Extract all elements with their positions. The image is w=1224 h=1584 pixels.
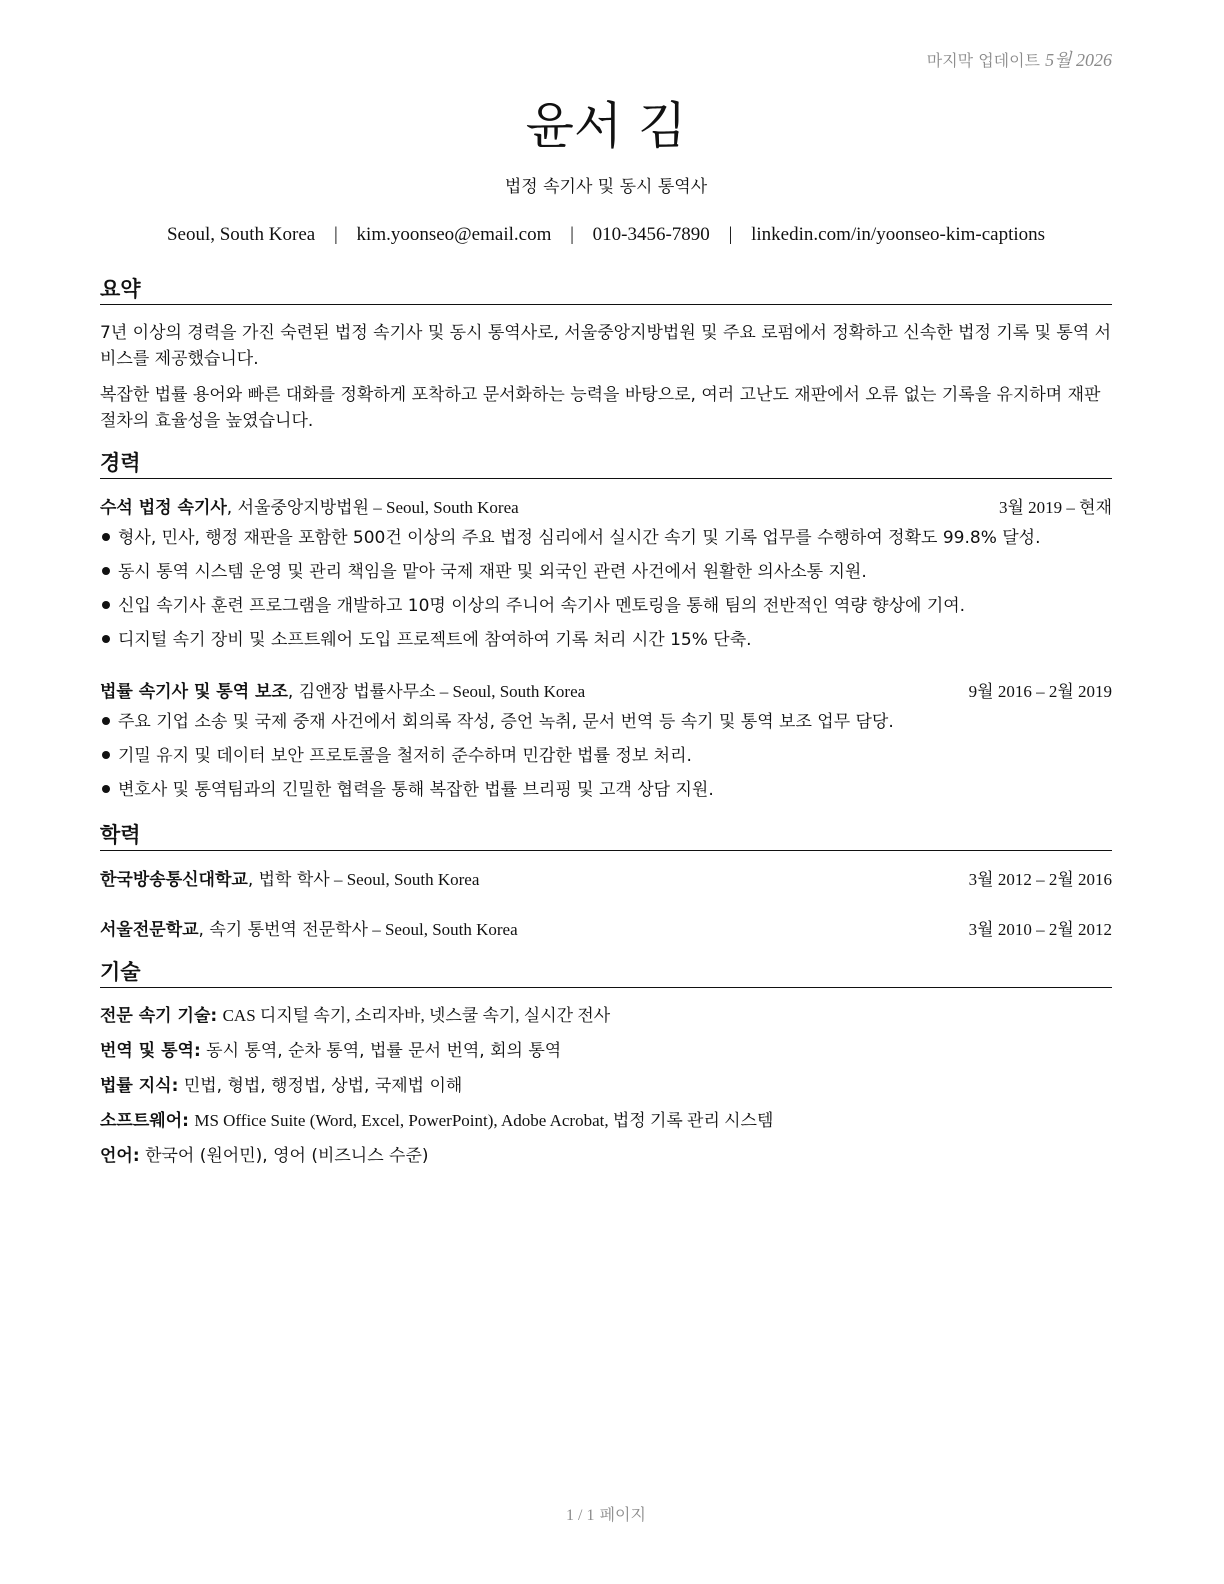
section-title-skills: 기술	[100, 959, 1112, 988]
skill-value: 민법, 형법, 행정법, 상법, 국제법 이해	[183, 1076, 463, 1096]
section-title-education: 학력	[100, 822, 1112, 851]
contact-separator: |	[728, 224, 733, 245]
education-dates: 3월 2010 – 2월 2012	[968, 920, 1112, 939]
contact-linkedin[interactable]: linkedin.com/in/yoonseo-kim-captions	[751, 224, 1046, 245]
bullet-icon	[102, 635, 110, 643]
job-role: 법률 속기사 및 통역 보조	[100, 682, 288, 702]
page-footer	[100, 1502, 1112, 1525]
skill-row	[100, 1144, 1112, 1168]
contact-separator: |	[333, 224, 338, 245]
job-heading: 법률 속기사 및 통역 보조, 김앤장 법률사무소 – Seoul, South Korea 9월 2016 – 2월 2019	[100, 682, 1112, 702]
bullet-icon	[102, 717, 110, 725]
job-heading: 수석 법정 속기사, 서울중앙지방법원 – Seoul, South Korea 3월 2019 – 현재	[100, 498, 1112, 518]
skill-row	[100, 1004, 1112, 1028]
skill-label: 언어:	[100, 1146, 140, 1166]
resume-page	[100, 0, 1112, 1584]
job-bullet: 변호사 및 통역팀과의 긴밀한 협력을 통해 복잡한 법률 브리핑 및 고객 상담 지원.	[100, 778, 1130, 802]
skill-label: 전문 속기 기술:	[100, 1006, 218, 1026]
skill-value: MS Office Suite (Word, Excel, PowerPoint), Adobe Acrobat, 법정 기록 관리 시스템	[194, 1111, 774, 1130]
job-location: Seoul, South Korea	[386, 498, 519, 517]
summary-paragraph: 복잡한 법률 용어와 빠른 대화를 정확하게 포착하고 문서화하는 능력을 바탕으로, 여러 고난도 재판에서 오류 없는 기록을 유지하며 재판 절차의 효율성을 높였습니다.	[100, 385, 1101, 431]
page-label: 페이지	[599, 1505, 646, 1524]
last-updated-date: 5월 2026	[1045, 50, 1112, 70]
contact-email[interactable]: kim.yoonseo@email.com	[356, 224, 552, 245]
job-bullet: 디지털 속기 장비 및 소프트웨어 도입 프로젝트에 참여하여 기록 처리 시간 15% 단축.	[100, 628, 1130, 652]
job-dates: 3월 2019 – 현재	[998, 498, 1112, 517]
job-bullet: 동시 통역 시스템 운영 및 관리 책임을 맡아 국제 재판 및 외국인 관련 사건에서 원활한 의사소통 지원.	[100, 560, 1130, 584]
job-bullet: 주요 기업 소송 및 국제 중재 사건에서 회의록 작성, 증언 녹취, 문서 번역 등 속기 및 통역 보조 업무 담당.	[100, 710, 1130, 734]
summary-paragraph: 7년 이상의 경력을 가진 숙련된 법정 속기사 및 동시 통역사로, 서울중앙지방법원 및 주요 로펌에서 정확하고 신속한 법정 기록 및 통역 서비스를 제공했습니다.	[100, 323, 1112, 369]
degree: 법학 학사	[258, 870, 330, 890]
job-bullet: 기밀 유지 및 데이터 보안 프로토콜을 철저히 준수하며 민감한 법률 정보 처리.	[100, 744, 1130, 768]
education-entry: 서울전문학교, 속기 통번역 전문학사 – Seoul, South Korea 3월 2010 – 2월 2012	[100, 920, 1112, 940]
bullet-icon	[102, 601, 110, 609]
contact-phone[interactable]: 010-3456-7890	[592, 224, 710, 245]
contact-separator: |	[570, 224, 574, 245]
skill-label: 소프트웨어:	[100, 1111, 189, 1131]
candidate-title: 법정 속기사 및 동시 통역사	[504, 177, 708, 197]
skill-row	[100, 1109, 1112, 1133]
candidate-name: 윤서 김	[525, 97, 687, 155]
job-role: 수석 법정 속기사	[100, 498, 227, 518]
last-updated	[927, 46, 1112, 72]
school-name: 한국방송통신대학교	[100, 870, 248, 890]
job-bullet: 신입 속기사 훈련 프로그램을 개발하고 10명 이상의 주니어 속기사 멘토링을 통해 팀의 전반적인 역량 향상에 기여.	[100, 594, 1130, 618]
last-updated-label: 마지막 업데이트	[926, 51, 1041, 70]
job-org: 서울중앙지방법원	[237, 498, 369, 518]
education-dates: 3월 2012 – 2월 2016	[968, 870, 1112, 889]
bullet-icon	[102, 751, 110, 759]
education-entry: 한국방송통신대학교, 법학 학사 – Seoul, South Korea 3월 2012 – 2월 2016	[100, 870, 1112, 890]
school-location: Seoul, South Korea	[346, 870, 480, 889]
job-org: 김앤장 법률사무소	[298, 682, 436, 702]
job-bullet: 형사, 민사, 행정 재판을 포함한 500건 이상의 주요 법정 심리에서 실시간 속기 및 기록 업무를 수행하여 정확도 99.8% 달성.	[100, 526, 1130, 550]
skill-label: 법률 지식:	[100, 1076, 179, 1096]
skill-row	[100, 1039, 1112, 1063]
bullet-icon	[102, 533, 110, 541]
skill-value: 동시 통역, 순차 통역, 법률 문서 번역, 회의 통역	[206, 1041, 562, 1061]
contact-line	[80, 224, 1132, 246]
contact-location: Seoul, South Korea	[166, 224, 316, 245]
section-title-summary: 요약	[100, 276, 1112, 305]
section-title-experience: 경력	[100, 450, 1112, 479]
page-indicator: 1 / 1	[566, 1507, 595, 1524]
skill-row	[100, 1074, 1112, 1098]
school-name: 서울전문학교	[100, 920, 199, 940]
school-location: Seoul, South Korea	[384, 920, 518, 939]
skill-label: 번역 및 통역:	[100, 1041, 201, 1061]
bullet-icon	[102, 567, 110, 575]
job-dates: 9월 2016 – 2월 2019	[968, 682, 1112, 701]
degree: 속기 통번역 전문학사	[209, 920, 368, 940]
job-location: Seoul, South Korea	[452, 682, 586, 701]
skill-value: 한국어 (원어민), 영어 (비즈니스 수준)	[145, 1146, 429, 1166]
skill-value: CAS 디지털 속기, 소리자바, 넷스쿨 속기, 실시간 전사	[222, 1006, 611, 1025]
bullet-icon	[102, 785, 110, 793]
